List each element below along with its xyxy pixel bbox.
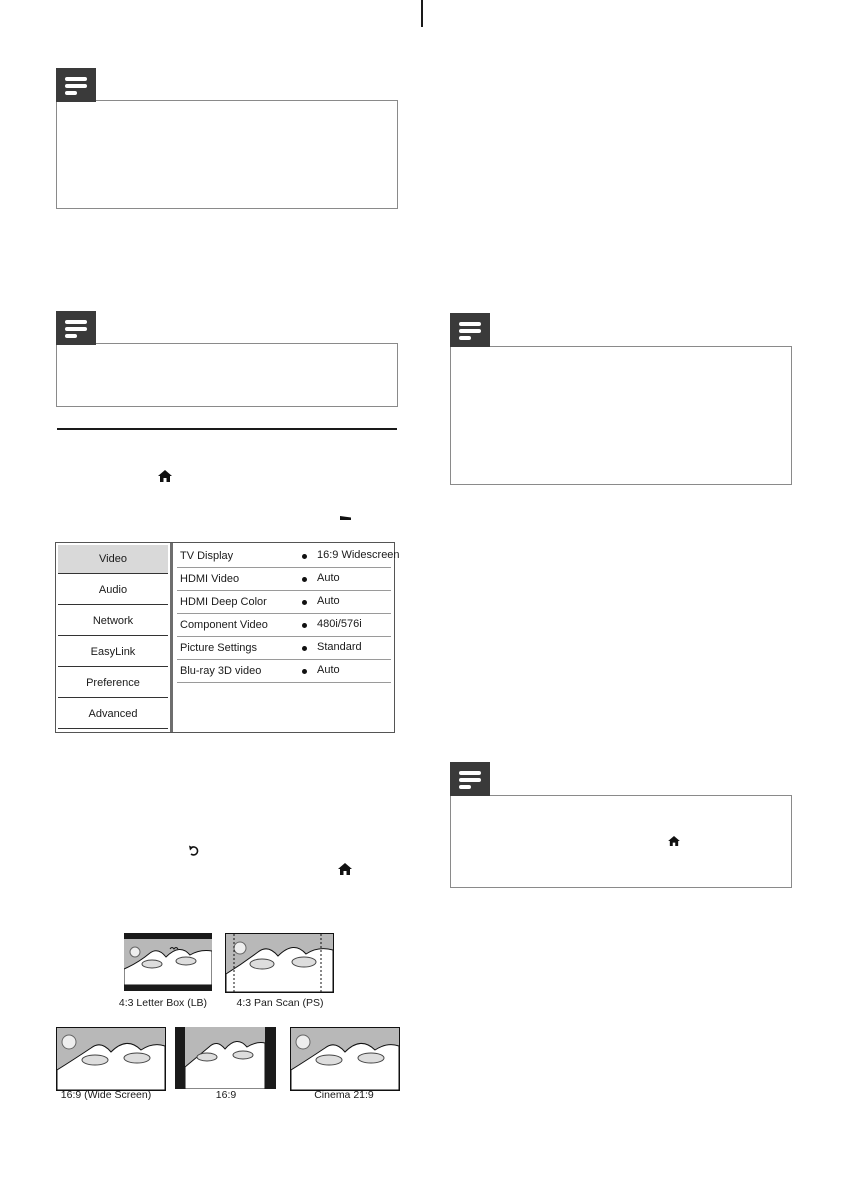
setting-row[interactable]: [177, 637, 391, 660]
menu-category-easylink[interactable]: EasyLink: [58, 638, 168, 667]
setting-label: HDMI Video: [180, 573, 240, 585]
setting-label: HDMI Deep Color: [180, 596, 267, 608]
setting-label: Picture Settings: [180, 642, 258, 654]
bullet-icon: [302, 577, 307, 582]
caption-cinema: Cinema 21:9: [314, 1089, 374, 1101]
column-rule: [421, 0, 423, 27]
menu-divider: [170, 543, 173, 732]
setting-value: Auto: [317, 572, 340, 584]
note-icon: [56, 311, 96, 345]
setting-row[interactable]: [177, 591, 391, 614]
menu-category-advanced[interactable]: Advanced: [58, 700, 168, 729]
caption-letterbox: 4:3 Letter Box (LB): [118, 997, 208, 1009]
sixteen-nine-illustration: [175, 1027, 276, 1089]
settings-menu: [55, 542, 400, 733]
setting-value: Auto: [317, 664, 340, 676]
cinema-illustration: [290, 1027, 400, 1091]
letterbox-illustration: [124, 933, 212, 991]
note-box-1: [56, 68, 398, 209]
caption-widescreen: 16:9 (Wide Screen): [60, 1089, 152, 1101]
bullet-icon: [302, 669, 307, 674]
home-icon: [668, 836, 680, 846]
note-icon: [56, 68, 96, 102]
setting-row[interactable]: [177, 545, 400, 568]
menu-category-audio[interactable]: Audio: [58, 576, 168, 605]
panscan-illustration: [225, 933, 334, 993]
setting-label: Blu-ray 3D video: [180, 665, 262, 677]
home-icon: [158, 470, 172, 482]
menu-category-preference[interactable]: Preference: [58, 669, 168, 698]
setting-label: Component Video: [180, 619, 268, 631]
back-icon: [188, 845, 199, 857]
setting-value: Auto: [317, 595, 340, 607]
setting-row[interactable]: [177, 660, 391, 683]
setting-row[interactable]: [177, 568, 391, 591]
marker-icon: [340, 516, 351, 521]
note-icon: [450, 313, 490, 347]
menu-category-list: [56, 543, 170, 732]
home-icon: [338, 863, 352, 875]
section-rule: [57, 428, 397, 430]
menu-category-video[interactable]: Video: [58, 545, 168, 574]
bullet-icon: [302, 646, 307, 651]
note-box-2: [56, 311, 398, 407]
setting-label: TV Display: [180, 550, 234, 562]
setting-row[interactable]: [177, 614, 391, 637]
caption-sixteen-nine: 16:9: [215, 1089, 237, 1101]
note-box-3: [450, 313, 792, 485]
setting-value: 480i/576i: [317, 618, 362, 630]
widescreen-illustration: [56, 1027, 166, 1091]
caption-panscan: 4:3 Pan Scan (PS): [236, 997, 324, 1009]
setting-value: Standard: [317, 641, 362, 653]
note-box-4: [450, 762, 792, 888]
menu-category-network[interactable]: Network: [58, 607, 168, 636]
note-icon: [450, 762, 490, 796]
bullet-icon: [302, 554, 307, 559]
bullet-icon: [302, 623, 307, 628]
setting-value: 16:9 Widescreen: [317, 549, 400, 561]
bullet-icon: [302, 600, 307, 605]
